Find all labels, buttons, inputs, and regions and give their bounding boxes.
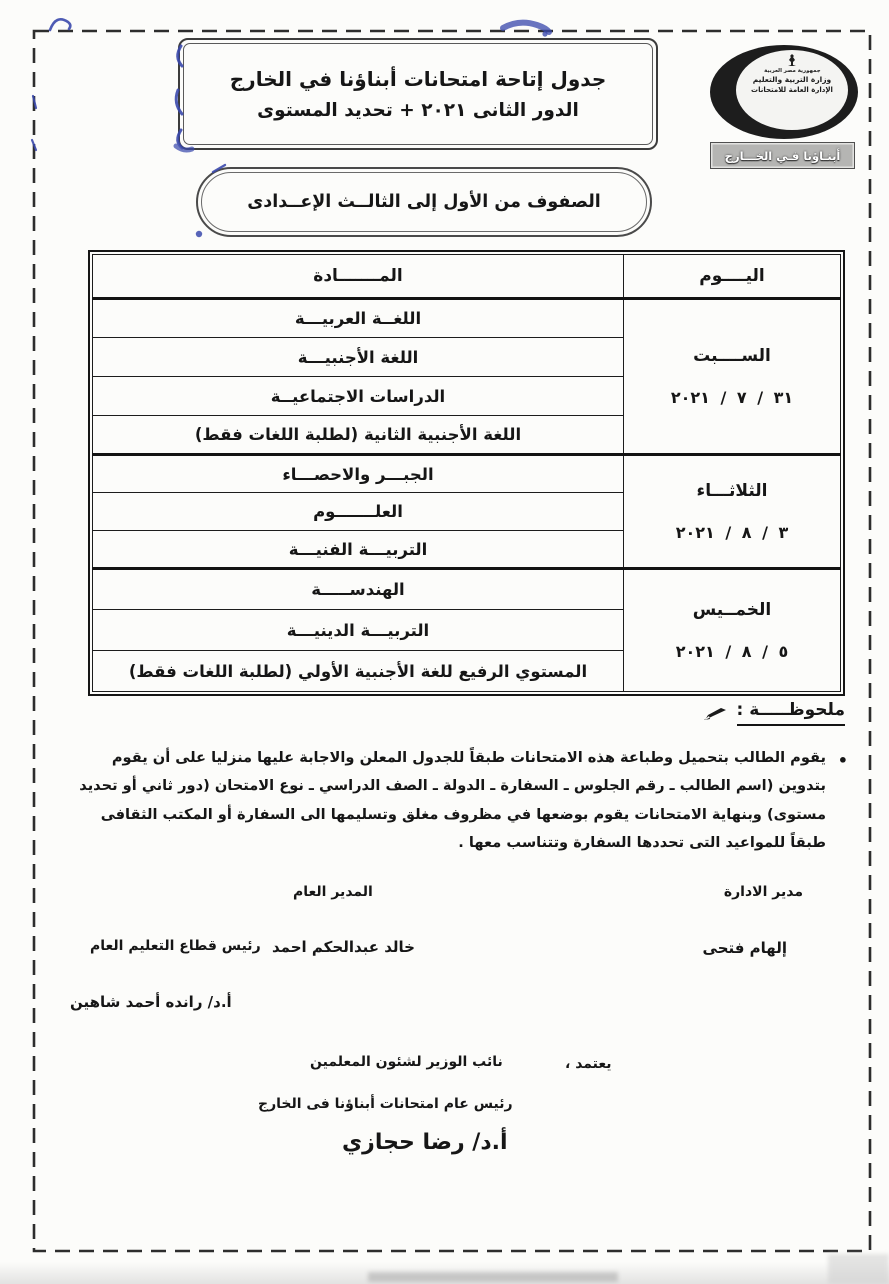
- subject-cell: اللغــة العربيـــة: [93, 299, 624, 338]
- emblem-administration-text: الإدارة العامة للامتحانات: [751, 86, 833, 94]
- subject-cell: الهندســـــة: [93, 569, 624, 610]
- ministry-emblem: [710, 45, 858, 139]
- subject-cell: التربيـــة الفنيـــة: [93, 531, 624, 569]
- exam-table-body: [93, 299, 841, 692]
- subject-cell: الجبـــر والاحصـــاء: [93, 455, 624, 493]
- subject-cell: العلـــــــوم: [93, 493, 624, 531]
- day-date: ٣ / ٨ / ٢٠٢١: [675, 523, 789, 542]
- column-header-day: اليــــوم: [624, 255, 841, 299]
- director-admin-title: مدير الادارة: [723, 884, 803, 900]
- general-manager-name: خالد عبدالحكم احمد: [272, 938, 415, 956]
- day-cell: [624, 299, 841, 455]
- day-cell: [624, 455, 841, 569]
- chief-examiner-name: أ.د/ رضا حجازي: [342, 1130, 508, 1155]
- sector-head-title: رئيس قطاع التعليم العام: [90, 938, 261, 954]
- emblem-ministry-text: وزارة التربية والتعليم: [752, 75, 832, 84]
- document-title-box: [178, 38, 658, 150]
- subject-cell: اللغة الأجنبيـــة: [93, 338, 624, 377]
- subject-cell: المستوي الرفيع للغة الأجنبية الأولي (لطلبة اللغات فقط): [93, 651, 624, 692]
- scanner-smudge-band: [0, 1262, 889, 1284]
- day-date: ٥ / ٨ / ٢٠٢١: [675, 642, 789, 661]
- sector-head-name: أ.د/ رانده أحمد شاهين: [70, 993, 232, 1011]
- exam-schedule-table-wrap: [88, 250, 845, 696]
- director-admin-name: إلهام فتحى: [702, 939, 787, 957]
- ministry-emblem-face: [736, 50, 848, 130]
- document-subtitle: الدور الثانى ٢٠٢١ + تحديد المستوى: [257, 100, 579, 121]
- scanner-smudge-corner: [828, 1254, 889, 1284]
- grades-banner: [196, 167, 652, 237]
- approved-label: يعتمد ،: [565, 1056, 612, 1072]
- writing-hand-icon: [703, 707, 727, 722]
- subject-cell: اللغة الأجنبية الثانية (لطلبة اللغات فقط): [93, 416, 624, 455]
- emblem-caption-plate: أبنـاؤنا فـي الخـــارج: [710, 142, 855, 169]
- column-header-subject: المـــــــادة: [93, 255, 624, 299]
- grades-banner-inner: [201, 172, 647, 232]
- note-heading: [703, 700, 845, 726]
- note-heading-text: ملحوظـــــة :: [737, 700, 845, 726]
- eagle-emblem-icon: [785, 54, 799, 67]
- day-name: الثلاثـــاء: [696, 481, 768, 501]
- scanner-smudge-dark: [368, 1272, 618, 1282]
- document-title: جدول إتاحة امتحانات أبناؤنا في الخارج: [229, 67, 607, 91]
- day-cell: [624, 569, 841, 692]
- grades-banner-text: الصفوف من الأول إلى الثالــث الإعــدادى: [247, 192, 601, 212]
- deputy-minister-title: نائب الوزير لشئون المعلمين: [310, 1054, 503, 1070]
- document-title-box-inner: [183, 43, 653, 145]
- day-name: الســــبت: [693, 346, 771, 366]
- exam-table: [92, 254, 841, 692]
- day-date: ٣١ / ٧ / ٢٠٢١: [670, 388, 794, 407]
- note-body-paragraph: • يقوم الطالب بتحميل وطباعة هذه الامتحانات طبقاً للجدول المعلن والاجابة عليها منزليا على أن يقوم بتدوين (اسم الطالب ـ رقم الجلوس ـ السفارة ـ الدولة ـ الصف الدراسي ـ نوع الامتحان (دور ثاني أو تحديد مستوى) وبنهاية الامتحانات يقوم بوضعها في مظروف مغلق وتسليمها الى السفارة أو المكتب الثقافى طبقاً للمواعيد التى تحددها السفارة وتتناسب معها .: [60, 744, 850, 858]
- day-name: الخمــيس: [692, 600, 772, 620]
- subject-cell: التربيـــة الدينيـــة: [93, 610, 624, 651]
- chief-examiner-title: رئيس عام امتحانات أبناؤنا فى الخارج: [258, 1096, 513, 1112]
- general-manager-title: المدير العام: [293, 884, 373, 900]
- emblem-country-text: جمهورية مصر العربية: [763, 67, 821, 74]
- subject-cell: الدراسات الاجتماعيــة: [93, 377, 624, 416]
